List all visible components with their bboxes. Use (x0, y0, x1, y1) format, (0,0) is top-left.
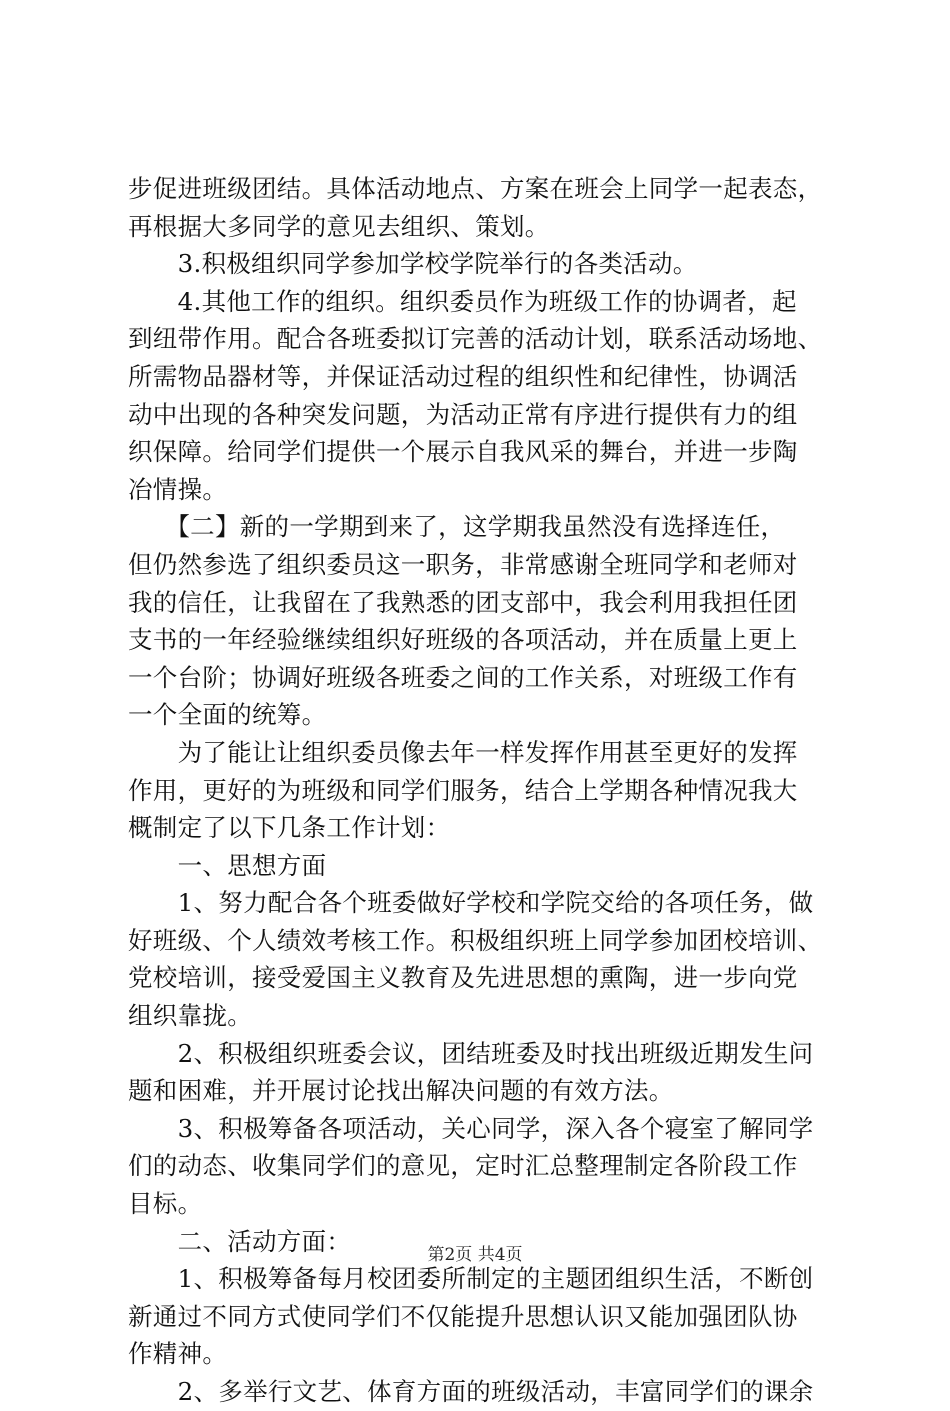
text-line: 作精神。 (128, 1339, 228, 1369)
text-line: 3.积极组织同学参加学校学院举行的各类活动。 (128, 249, 698, 279)
text-line: 织保障。给同学们提供一个展示自我风采的舞台，并进一步陶 (128, 437, 798, 467)
text-line: 二、活动方面： (128, 1226, 352, 1256)
text-line: 组织靠拢。 (128, 1001, 252, 1031)
text-line: 目标。 (128, 1189, 203, 1219)
text-line: 们的动态、收集同学们的意见，定时汇总整理制定各阶段工作 (128, 1151, 798, 1181)
page-number-label: 第2页 共4页 (427, 1245, 523, 1265)
document-body (128, 170, 824, 1411)
text-line: 2、积极组织班委会议，团结班委及时找出班级近期发生问 (128, 1038, 814, 1068)
text-line: 好班级、个人绩效考核工作。积极组织班上同学参加团校培训、 (128, 925, 823, 955)
text-line: 党校培训，接受爱国主义教育及先进思想的熏陶，进一步向党 (128, 963, 798, 993)
text-line: 概制定了以下几条工作计划： (128, 813, 451, 843)
text-line: 3、积极筹备各项活动，关心同学，深入各个寝室了解同学 (128, 1113, 814, 1143)
text-line: 作用，更好的为班级和同学们服务，结合上学期各种情况我大 (128, 775, 798, 805)
text-line: 到纽带作用。配合各班委拟订完善的活动计划，联系活动场地、 (128, 324, 823, 354)
text-line: 动中出现的各种突发问题，为活动正常有序进行提供有力的组 (128, 399, 798, 429)
text-line: 一、思想方面 (128, 850, 327, 880)
page-footer (0, 1244, 950, 1266)
text-line: 1、努力配合各个班委做好学校和学院交给的各项任务，做 (128, 888, 814, 918)
text-line: 一个全面的统筹。 (128, 700, 327, 730)
text-line: 步促进班级团结。具体活动地点、方案在班会上同学一起表态， (128, 174, 823, 203)
text-line: 所需物品器材等，并保证活动过程的组织性和纪律性，协调活 (128, 361, 798, 391)
text-line: 1、积极筹备每月校团委所制定的主题团组织生活，不断创 (128, 1264, 814, 1294)
text-line: 新通过不同方式使同学们不仅能提升思想认识又能加强团队协 (128, 1301, 798, 1331)
text-line: 2、多举行文艺、体育方面的班级活动，丰富同学们的课余 (128, 1377, 814, 1406)
text-line: 题和困难，并开展讨论找出解决问题的有效方法。 (128, 1076, 674, 1106)
text-line: 支书的一年经验继续组织好班级的各项活动，并在质量上更上 (128, 625, 798, 655)
text-line: 一个台阶；协调好班级各班委之间的工作关系，对班级工作有 (128, 662, 798, 692)
text-line: 再根据大多同学的意见去组织、策划。 (128, 211, 550, 241)
text-line: 但仍然参选了组织委员这一职务，非常感谢全班同学和老师对 (128, 549, 798, 579)
text-line: 为了能让让组织委员像去年一样发挥作用甚至更好的发挥 (128, 737, 798, 767)
text-line: 我的信任，让我留在了我熟悉的团支部中，我会利用我担任团 (128, 587, 798, 617)
text-line: 【二】新的一学期到来了，这学期我虽然没有选择连任， (128, 512, 786, 542)
text-line: 冶情操。 (128, 474, 228, 504)
text-line: 4.其他工作的组织。组织委员作为班级工作的协调者，起 (128, 286, 797, 316)
